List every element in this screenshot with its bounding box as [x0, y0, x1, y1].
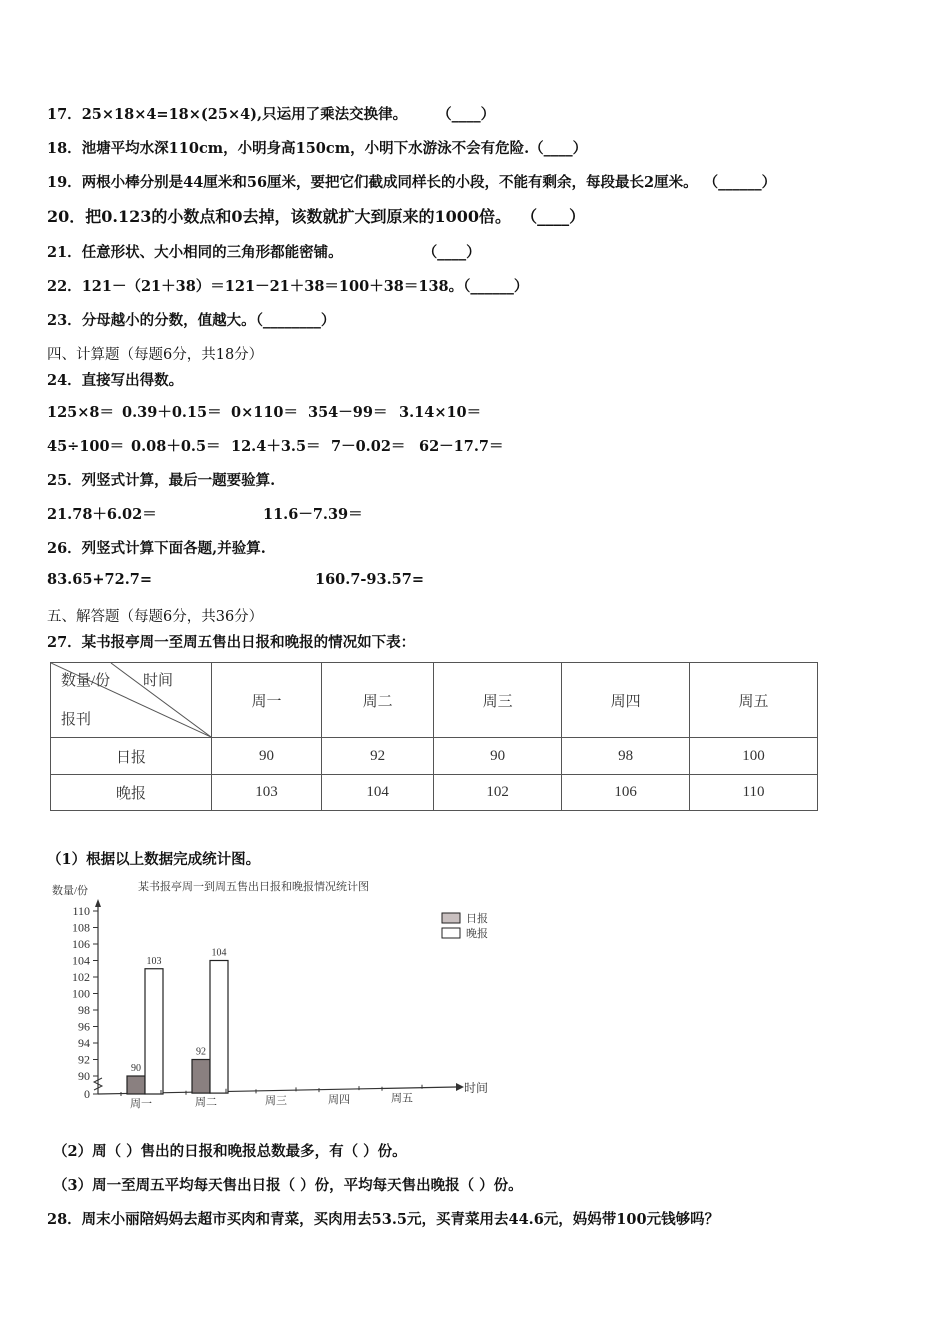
chart-title: 某书报亭周一到周五售出日报和晚报情况统计图 [138, 881, 369, 893]
question-number: 21． [47, 244, 82, 261]
question-22 [47, 275, 528, 296]
q26-item-2: 160.7-93.57= [315, 571, 424, 588]
q27-sub-2: （2）周（ ）售出的日报和晚报总数最多，有（ ）份。 [53, 1143, 407, 1160]
y-tick-label: 90 [78, 1069, 90, 1083]
bar-daily [127, 1076, 145, 1094]
question-20 [47, 204, 585, 227]
x-tick-label: 周二 [195, 1096, 217, 1109]
calc-item: 62－17.7＝ [419, 438, 504, 455]
section-4-title: 四、计算题（每题6分，共18分） [47, 347, 264, 363]
row-label: 日报 [51, 738, 212, 775]
y-axis-arrow [95, 899, 101, 907]
legend-label: 日报 [466, 913, 488, 925]
question-24-title: 24．直接写出得数。 [47, 372, 184, 389]
table-cell: 110 [690, 775, 818, 811]
answer-blank[interactable]: （____） [521, 207, 586, 226]
table-cell: 100 [690, 738, 818, 775]
x-tick-label: 周三 [265, 1095, 287, 1108]
question-text: 121－（21＋38）＝121－21＋38＝100＋38＝138。 [81, 278, 464, 295]
bar-value-label: 92 [196, 1046, 206, 1058]
chart-y-axis-label: 数量/份 [52, 885, 89, 897]
table-cell: 103 [212, 775, 322, 811]
question-25-title: 25．列竖式计算，最后一题要验算. [47, 472, 276, 489]
table-cell: 102 [434, 775, 562, 811]
y-tick-label: 98 [78, 1003, 90, 1017]
y-tick-label: 0 [84, 1087, 90, 1101]
y-tick-label: 94 [78, 1036, 90, 1050]
corner-quantity-label: 数量/份 [61, 673, 111, 689]
answer-blank[interactable]: （______） [703, 174, 777, 191]
answer-blank[interactable]: （____） [529, 140, 588, 157]
question-text: 把0.123的小数点和0去掉，该数就扩大到原来的1000倍。 [85, 207, 512, 226]
question-27-title: 27．某书报亭周一至周五售出日报和晚报的情况如下表： [47, 634, 416, 651]
chart-legend [442, 911, 488, 940]
question-18 [47, 137, 587, 158]
q27-sub-3: （3）周一至周五平均每天售出日报（ ）份，平均每天售出晚报（ ）份。 [53, 1177, 523, 1194]
table-cell: 106 [562, 775, 690, 811]
y-tick-label: 100 [72, 986, 90, 1001]
table-row [51, 775, 818, 811]
table-row [51, 738, 818, 775]
bar-value-label: 104 [211, 947, 227, 959]
table-header-row [51, 663, 818, 738]
corner-time-label: 时间 [142, 673, 173, 689]
question-text: 池塘平均水深110cm，小明身高150cm，小明下水游泳不会有危险. [81, 140, 530, 157]
table-cell: 104 [322, 775, 434, 811]
table-header-day: 周五 [690, 663, 818, 738]
bar-daily [192, 1060, 210, 1094]
question-number: 20． [47, 207, 86, 226]
chart-y-ticks [72, 904, 98, 1101]
row-label: 晚报 [51, 775, 212, 811]
calc-item: 7－0.02＝ [331, 438, 406, 455]
question-number: 17． [47, 106, 82, 123]
q27-sub-1: （1）根据以上数据完成统计图。 [47, 851, 261, 868]
q26-item-1: 83.65+72.7= [47, 571, 153, 588]
table-cell: 90 [212, 738, 322, 775]
calc-item: 0×110＝ [231, 404, 299, 421]
calc-item: 125×8＝ [47, 404, 115, 421]
x-axis-arrow [456, 1083, 464, 1091]
question-text: 任意形状、大小相同的三角形都能密铺。 [81, 244, 343, 261]
corner-paper-label: 报刊 [61, 712, 92, 728]
chart-bars [127, 948, 228, 1095]
question-text: 两根小棒分别是44厘米和56厘米，要把它们截成同样长的小段，不能有剩余，每段最长2厘米。 [81, 174, 698, 191]
legend-label: 晚报 [466, 928, 488, 940]
x-tick-label: 周五 [391, 1092, 413, 1105]
y-tick-label: 108 [72, 920, 90, 935]
y-tick-label: 110 [72, 904, 90, 918]
y-tick-label: 106 [72, 937, 90, 951]
question-21 [47, 241, 481, 262]
bar-evening [145, 969, 163, 1094]
calc-item: 354－99＝ [308, 404, 388, 421]
question-28: 28．周末小丽陪妈妈去超市买肉和青菜，买肉用去53.5元，买青菜用去44.6元，妈妈带100元钱够吗？ [47, 1211, 720, 1228]
bar-value-label: 103 [146, 955, 162, 967]
table-header-day: 周三 [434, 663, 562, 738]
question-number: 19． [47, 174, 82, 191]
legend-swatch [442, 913, 460, 923]
question-26-title: 26．列竖式计算下面各题,并验算. [47, 540, 266, 557]
x-tick-label: 周四 [328, 1093, 350, 1106]
calc-item: 12.4＋3.5＝ [231, 438, 321, 455]
bar-chart [40, 877, 510, 1117]
question-text: 分母越小的分数，值越大。 [81, 312, 256, 329]
table-header-day: 周四 [562, 663, 690, 738]
q25-item-1: 21.78＋6.02＝ [47, 506, 157, 523]
calc-item: 3.14×10＝ [399, 404, 482, 421]
question-number: 22． [47, 278, 82, 295]
answer-blank[interactable]: （____） [422, 244, 481, 261]
answer-blank[interactable]: （______） [463, 278, 529, 295]
table-cell: 98 [562, 738, 690, 775]
question-number: 23． [47, 312, 82, 329]
table-cell: 92 [322, 738, 434, 775]
question-text: 25×18×4=18×(25×4),只运用了乘法交换律。 [81, 106, 408, 123]
bar-evening [210, 961, 228, 1094]
y-tick-label: 96 [78, 1019, 90, 1034]
section-5-title: 五、解答题（每题6分，共36分） [47, 609, 264, 625]
table-header-day: 周一 [212, 663, 322, 738]
bar-value-label: 90 [131, 1063, 141, 1074]
answer-blank[interactable]: （________） [255, 312, 336, 329]
calc-item: 45÷100＝ [47, 438, 125, 455]
table-cell: 90 [434, 738, 562, 775]
y-tick-label: 104 [72, 953, 90, 968]
calc-item: 0.39＋0.15＝ [122, 404, 222, 421]
axis-break [94, 1078, 102, 1090]
x-tick-label: 周一 [130, 1098, 152, 1110]
answer-blank[interactable]: （____） [437, 106, 496, 123]
newspaper-sales-table [50, 662, 818, 811]
question-23 [47, 309, 335, 330]
q25-item-2: 11.6－7.39＝ [263, 506, 363, 523]
table-corner-cell [51, 663, 212, 738]
legend-swatch [442, 928, 460, 938]
question-number: 18． [47, 140, 82, 157]
calc-item: 0.08＋0.5＝ [131, 438, 221, 455]
y-tick-label: 102 [72, 970, 90, 984]
chart-x-axis-label: 时间 [464, 1081, 489, 1095]
y-tick-label: 92 [78, 1052, 90, 1067]
question-17 [47, 103, 495, 124]
question-19 [47, 171, 776, 192]
table-header-day: 周二 [322, 663, 434, 738]
